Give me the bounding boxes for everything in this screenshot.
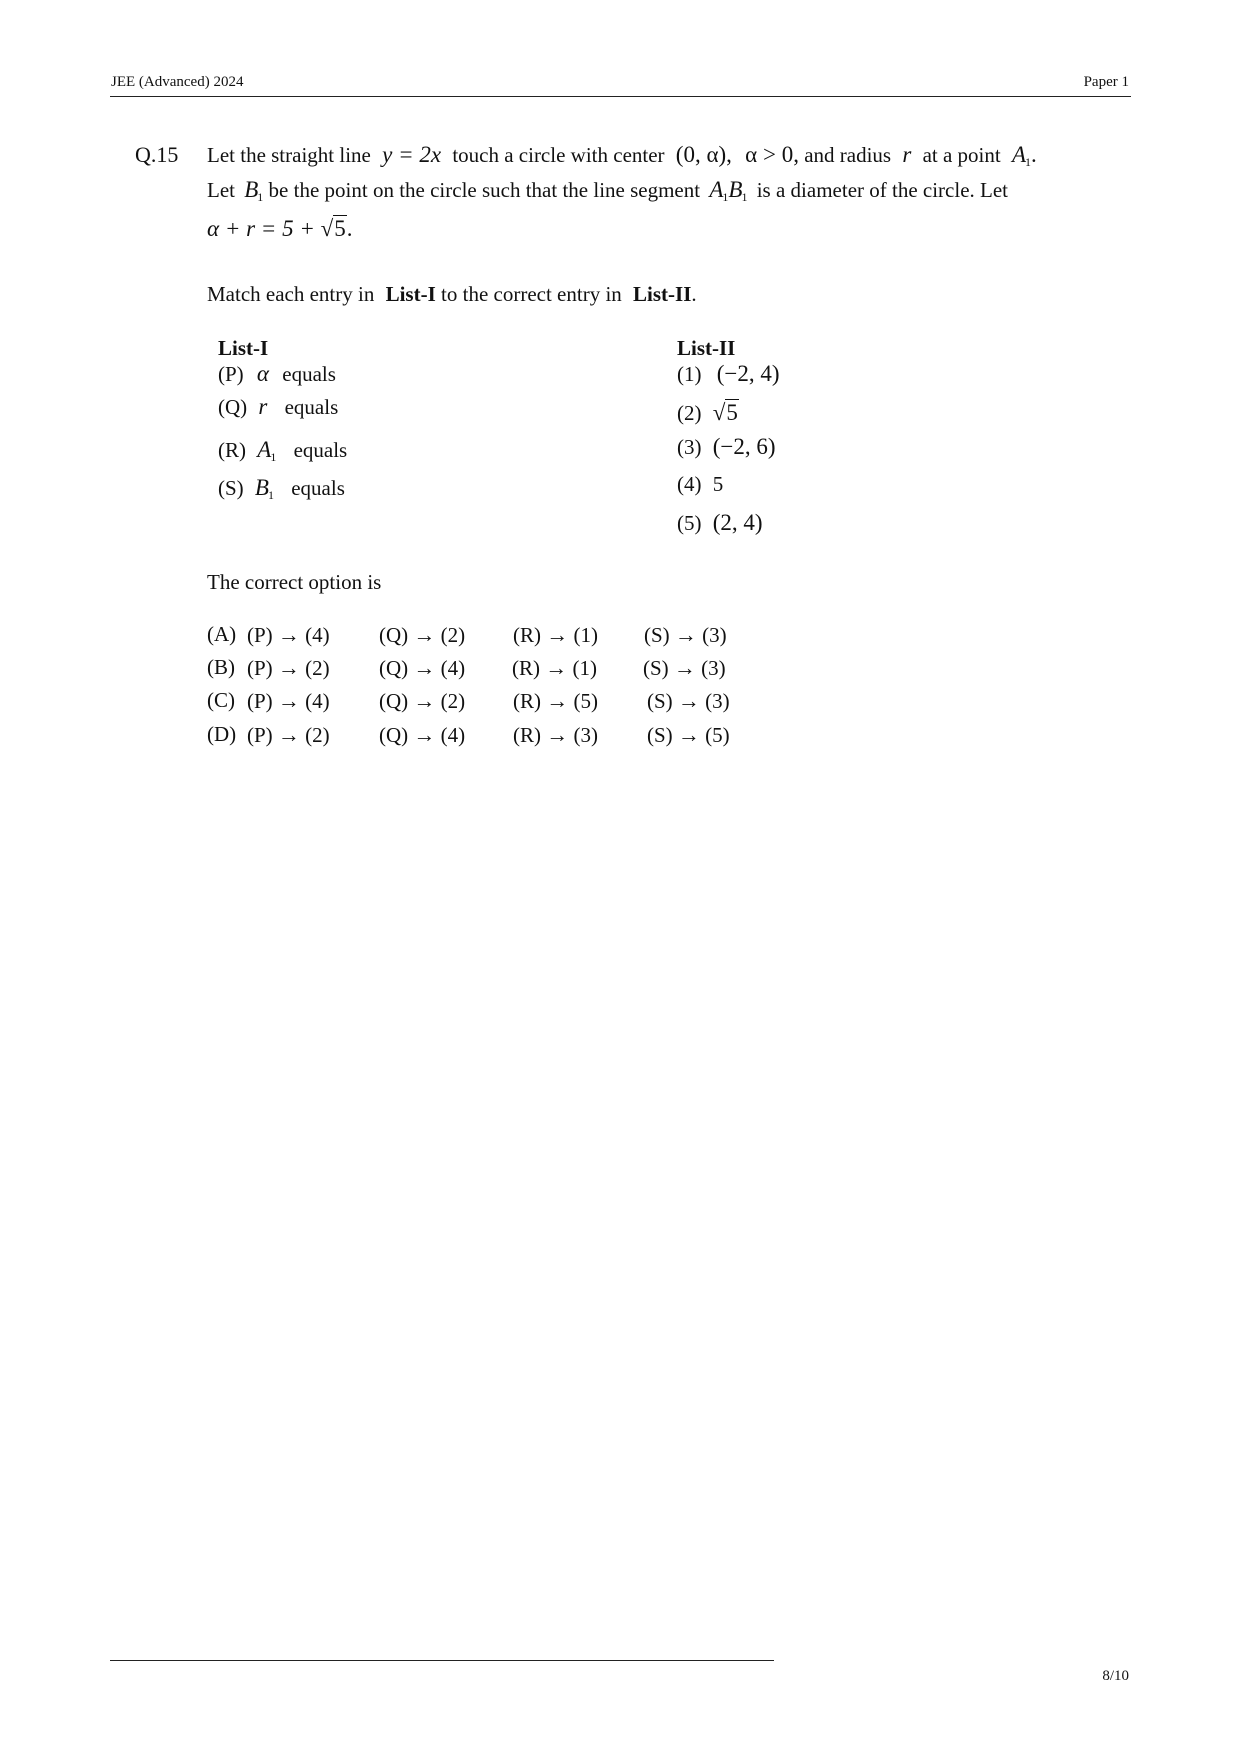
header-exam-title: JEE (Advanced) 2024 (111, 74, 244, 90)
option-a[interactable]: (A) (P) → (4) (Q) → (2) (R) → (1) (S) → (3) (207, 622, 727, 647)
option-b[interactable]: (B) (P) → (2) (Q) → (4) (R) → (1) (S) → (3) (207, 655, 726, 680)
alpha-condition: α > 0, (745, 142, 799, 167)
line-equation: y = 2x (382, 142, 442, 167)
q-text: be the point on the circle such that the line segment (268, 178, 701, 202)
point-a1: $A_1$. (1011, 142, 1037, 169)
list-2-item: (3) (−2, 6) (677, 434, 776, 459)
q-text: Let the straight line (207, 143, 371, 167)
match-instruction: Match each entry in List-I to the correct entry in List-II. (207, 282, 697, 306)
list-1-item: (P) α equals (218, 361, 336, 386)
correct-option-label: The correct option is (207, 570, 382, 594)
option-d[interactable]: (D) (P) → (2) (Q) → (4) (R) → (3) (S) → (5) (207, 722, 730, 747)
q-text: is a diameter of the circle. Let (756, 178, 1009, 202)
q-text: touch a circle with center (452, 143, 665, 167)
sqrt-five: √5 (320, 216, 346, 241)
q-text: Let (207, 178, 235, 202)
radius-symbol: r (902, 142, 912, 167)
list-2-title: List-II (677, 336, 736, 360)
list-1-item: (Q) r equals (218, 394, 339, 419)
sum-equation: α + r = 5 + (207, 216, 315, 241)
page-number: 8/10 (1102, 1668, 1129, 1684)
question-number: Q.15 (135, 142, 179, 167)
list-1-item: (S) $B_1$ equals (218, 475, 345, 502)
q-text: at a point (922, 143, 1001, 167)
list-2-item: (5) (2, 4) (677, 510, 763, 535)
circle-center: (0, α), (675, 142, 732, 167)
point-b1: $B_1$ (244, 177, 264, 204)
list-2-item: (1) (−2, 4) (677, 361, 780, 386)
question-line-2 (207, 177, 1008, 205)
question-line-1 (207, 142, 1037, 170)
list-2-item: (2) √5 (677, 400, 738, 425)
header-divider (110, 96, 1131, 97)
option-c[interactable]: (C) (P) → (4) (Q) → (2) (R) → (5) (S) → (3) (207, 688, 730, 713)
question-line-3: α + r = 5 + √5. (207, 216, 353, 241)
list-1-item: (R) $A_1$ equals (218, 437, 348, 464)
list-1-title: List-I (218, 336, 269, 360)
sqrt-five: √5 (712, 400, 738, 425)
q-text: and radius (804, 143, 892, 167)
header-paper-label: Paper 1 (1083, 74, 1129, 90)
list-2-item: (4) 5 (677, 472, 724, 496)
segment-a1b1: $A_1B_1$ (709, 177, 748, 204)
footer-divider (110, 1660, 774, 1661)
